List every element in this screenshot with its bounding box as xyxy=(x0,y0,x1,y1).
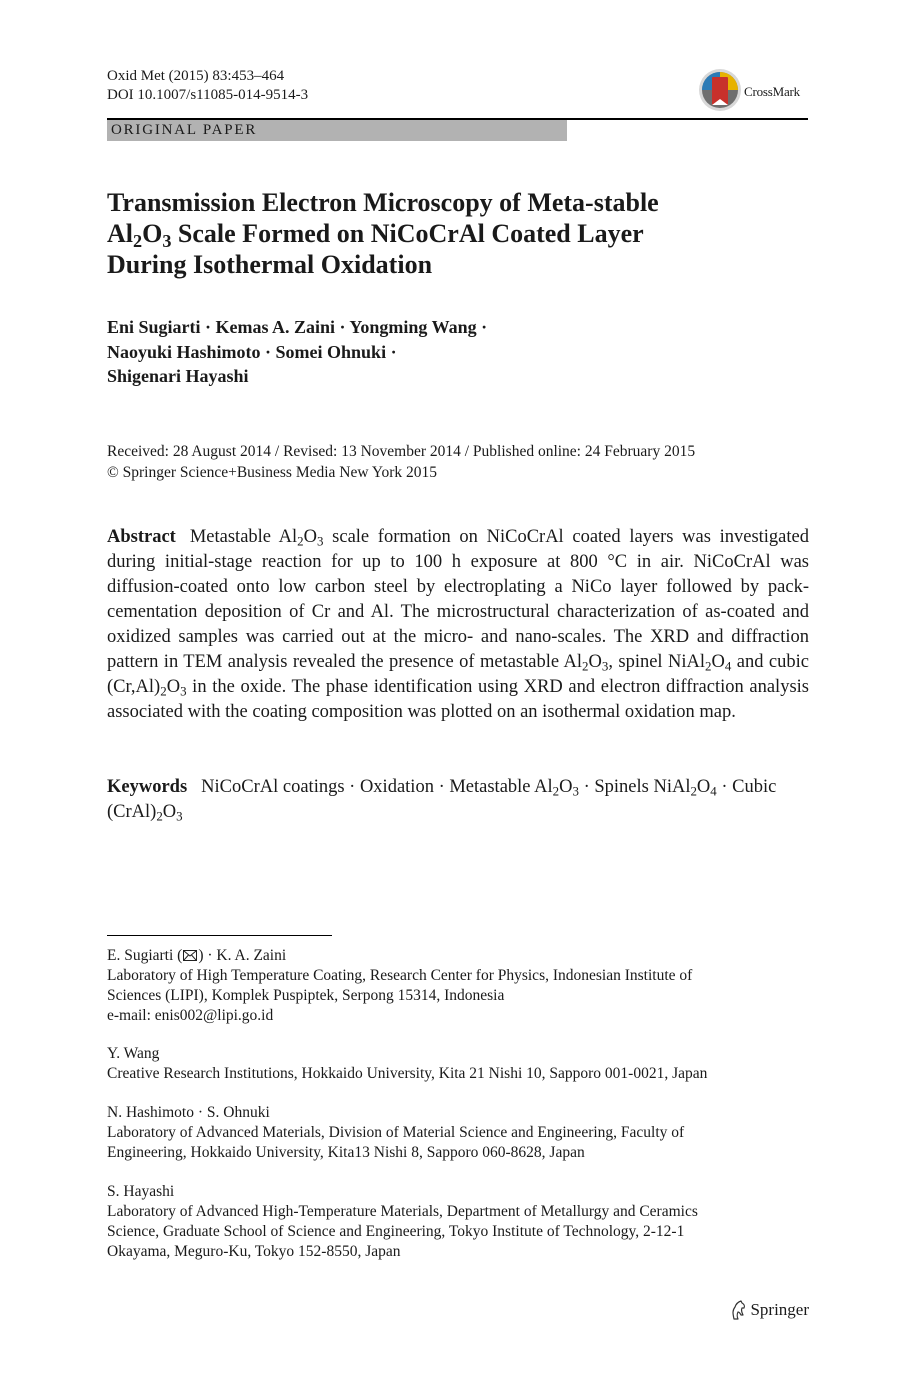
affiliation-address: Laboratory of Advanced High-Temperature Materials, Department of Metallurgy and Ceramics xyxy=(107,1203,698,1220)
author-line: Shigenari Hayashi xyxy=(107,366,249,386)
email-link[interactable]: e-mail: enis002@lipi.go.id xyxy=(107,1007,274,1024)
affiliation-address: Okayama, Meguro-Ku, Tokyo 152-8550, Japan xyxy=(107,1243,401,1260)
affiliation xyxy=(107,1182,807,1262)
copyright: © Springer Science+Business Media New York 2015 xyxy=(107,463,438,481)
keywords-label: Keywords xyxy=(107,777,188,797)
envelope-icon xyxy=(183,950,197,961)
affiliation-names: S. Hayashi xyxy=(107,1183,175,1200)
title-line-2: $Al_2O_3$ Scale Formed on NiCoCrAl Coated Layer xyxy=(107,219,644,252)
crossmark-label: CrossMark xyxy=(744,84,800,99)
abstract: Abstract Metastable $Al_2O_3$ scale formation on NiCoCrAl coated layers was investigated during initial-stage reaction for up to 100 h exposure at 800 °C in air. NiCoCrAl was diffusion-coated onto low carbon steel by electroplating a NiCo layer followed by pack-cementation deposition of Cr and Al. The microstructural characterization of as-coated and oxidized samples was carried out at the micro- and nano-scales. The XRD and diffraction pattern in TEM analysis revealed the presence of metastable $Al_2O_3$, spinel $NiAl_2O_4$ and cubic $(Cr,Al)_2O_3$ in the oxide. The phase identification using XRD and electron diffraction analysis associated with the coating composition was plotted on an isothermal oxidation map. xyxy=(107,527,809,722)
paper-type-banner: ORIGINAL PAPER xyxy=(107,120,567,141)
affiliation-address: Laboratory of High Temperature Coating, Research Center for Physics, Indonesian Institute of xyxy=(107,967,693,984)
journal-citation: Oxid Met (2015) 83:453–464 xyxy=(107,68,285,84)
affiliation-address: Engineering, Hokkaido University, Kita13 Nishi 8, Sapporo 060-8628, Japan xyxy=(107,1144,585,1161)
abstract-label: Abstract xyxy=(107,527,176,547)
title-line-1: Transmission Electron Microscopy of Meta-stable xyxy=(107,188,659,217)
affiliation-address: Science, Graduate School of Science and Engineering, Tokyo Institute of Technology, 2-12-1 xyxy=(107,1223,685,1240)
author-line: Naoyuki Hashimoto · Somei Ohnuki · xyxy=(107,341,397,362)
affiliation-names: E. Sugiarti ( ) · K. A. Zaini xyxy=(107,947,287,964)
affiliation-names: N. Hashimoto · S. Ohnuki xyxy=(107,1104,270,1121)
author-list xyxy=(107,315,807,389)
springer-logo xyxy=(730,1300,809,1320)
springer-horse-icon xyxy=(730,1300,746,1320)
doi[interactable]: DOI 10.1007/s11085-014-9514-3 xyxy=(107,87,309,103)
title-line-3: During Isothermal Oxidation xyxy=(107,250,433,279)
crossmark-icon xyxy=(698,68,742,112)
affiliation-names: Y. Wang xyxy=(107,1045,160,1062)
publisher-name: Springer xyxy=(750,1300,809,1319)
footnote-rule xyxy=(107,935,332,936)
received-dates: Received: 28 August 2014 / Revised: 13 November 2014 / Published online: 24 February 2015 xyxy=(107,443,696,460)
affiliation-address: Laboratory of Advanced Materials, Division of Material Science and Engineering, Faculty of xyxy=(107,1124,685,1141)
affiliation xyxy=(107,946,807,1026)
article-title xyxy=(107,187,807,280)
journal-header xyxy=(107,67,308,105)
author-line: Eni Sugiarti · Kemas A. Zaini · Yongming Wang · xyxy=(107,317,488,337)
keywords: Keywords NiCoCrAl coatings · Oxidation · Metastable $Al_2O_3$ · Spinels $NiAl_2O_4$ · Cubic $(CrAl)_2O_3$ xyxy=(107,777,777,824)
affiliation-address: Creative Research Institutions, Hokkaido University, Kita 21 Nishi 10, Sapporo 001-0021, Japan xyxy=(107,1065,708,1082)
affiliation xyxy=(107,1103,807,1163)
affiliation-address: Sciences (LIPI), Komplek Puspiptek, Serpong 15314, Indonesia xyxy=(107,987,505,1004)
publication-dates xyxy=(107,442,827,483)
affiliation xyxy=(107,1044,807,1084)
crossmark-badge[interactable] xyxy=(698,68,810,114)
